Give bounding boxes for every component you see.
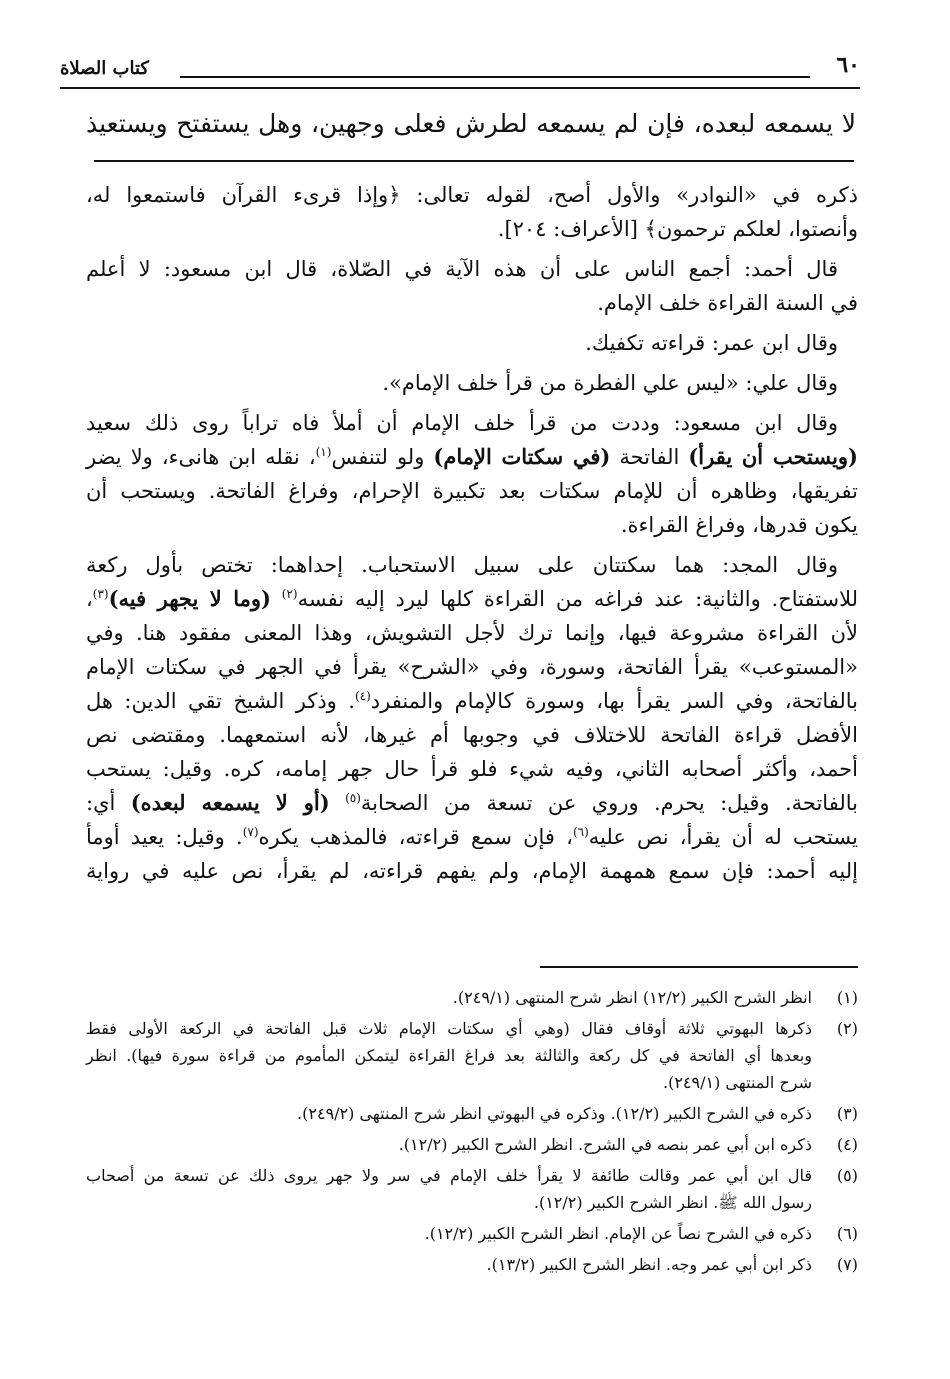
matn-quote: (ويستحب أن يقرأ) (688, 444, 858, 469)
footnote (86, 1220, 858, 1247)
text-line: إليه أحمد: فإن سمع همهمة الإمام، ولم يفهم قراءته، لم يقرأ، نص عليه في رواية (86, 859, 858, 883)
footnote-number: (٤) (836, 1135, 858, 1154)
book-title: كتاب الصلاة (60, 58, 149, 79)
text-line: وقال علي: «ليس علي الفطرة من قرأ خلف الإمام». (382, 371, 838, 395)
text-line (86, 440, 858, 474)
footnote-number: (٥) (836, 1166, 858, 1185)
footnote-number: (٢) (836, 1019, 858, 1038)
text-run (271, 587, 282, 611)
text-run: بالفاتحة. وقيل: يحرم. وروي عن تسعة من الصحابة (360, 791, 858, 815)
footnote-line: ذكر ابن أبي عمر وجه. انظر الشرح الكبير (١٣/٢). (486, 1255, 812, 1274)
footnote-line: ذكره ابن أبي عمر بنصه في الشرح. انظر الشرح الكبير (١٢/٢). (398, 1135, 812, 1154)
paragraph (86, 326, 858, 360)
text-line: وقال ابن مسعود: وددت من قرأ خلف الإمام أن أملأ فاه تراباً روى ذلك سعيد (86, 411, 838, 435)
footnote-ref[interactable]: (٦) (572, 825, 589, 839)
matn-quote: (في سكتات الإمام) (433, 444, 611, 469)
matn-text: لا يسمعه لبعده، فإن لم يسمعه لطرش فعلى وجهين، وهل يستفتح ويستعيذ (86, 109, 856, 138)
text-run: . وقيل: يعيد أومأ (86, 825, 243, 849)
text-line: تفريقها، وظاهره أن للإمام سكتات بعد تكبيرة الإحرام، وفراغ الفاتحة. ويستحب أن (86, 479, 858, 503)
paragraph (86, 178, 858, 246)
footnote-line: رسول الله ﷺ. انظر الشرح الكبير (١٢/٢). (533, 1193, 812, 1212)
text-line: لأن القراءة مشروعة فيها، وإنما ترك لأجل التشويش، وهذا المعنى مفقود هنا. وفي (86, 621, 858, 645)
footnote-line: وبعدها أي الفاتحة في كل ركعة والثالثة بعد فراغ القراءة ليتمكن المأموم من قراءة سورة فيها). انظر (86, 1046, 812, 1065)
footnote-line: شرح المنتهى (٢٤٩/١). (662, 1073, 812, 1092)
matn-quote: (أو لا يسمعه لبعده) (130, 790, 330, 815)
text-line: ذكره في «النوادر» والأول أصح، لقوله تعالى: ﴿وإذا قرىء القرآن فاستمعوا له، (86, 183, 858, 207)
text-run: أي: (86, 791, 131, 815)
paragraph (86, 366, 858, 400)
footnote-ref[interactable]: (٣) (92, 587, 109, 601)
footnote-line: قال ابن أبي عمر وقالت طائفة لا يقرأ خلف الإمام في سر ولا جهر يروى ذلك عن تسعة من أصحاب (86, 1166, 812, 1185)
footnote-ref[interactable]: (٤) (354, 689, 371, 703)
text-line: للاستفتاح. والثانية: عند فراغه من القراءة كلها ليرد إليه نفسه$^{(٢)}$ (وما لا يجهر فيه)$^{(٣)}$، (86, 586, 858, 611)
text-line: قال أحمد: أجمع الناس على أن هذه الآية في الصّلاة، قال ابن مسعود: لا أعلم (86, 257, 838, 281)
footnote-number: (٧) (836, 1255, 858, 1274)
text-line: وقال المجد: هما سكتتان على سبيل الاستحباب. إحداهما: تختص بأول ركعة (86, 553, 838, 577)
paragraph (86, 252, 858, 320)
text-line: وقال ابن عمر: قراءته تكفيك. (585, 331, 838, 355)
text-line: أحمد، وأكثر أصحابه الثاني، وفيه شيء فلو قرأ حال جهر إمامه، كره. وقيل: يستحب (86, 757, 858, 781)
page-number: ٦٠ (836, 52, 860, 78)
text-line: وأنصتوا، لعلكم ترحمون﴾ [الأعراف: ٢٠٤]. (497, 217, 858, 241)
footnote (86, 1100, 858, 1127)
text-line (86, 684, 858, 718)
footnote-number: (١) (836, 988, 858, 1007)
text-run: ولو لتنفس (331, 445, 434, 469)
text-run (330, 791, 345, 815)
header-rule (180, 76, 810, 78)
text-line: يكون قدرها، وفراغ القراءة. (620, 513, 858, 537)
footnote (86, 1251, 858, 1278)
footnote (86, 1015, 858, 1096)
footnote-line: ذكرها البهوتي ثلاثة أوقاف فقال (وهي أي سكتات الإمام ثلاث قبل الفاتحة في الركعة الأولى فقط (86, 1019, 812, 1038)
paragraph (86, 406, 858, 542)
footnote-ref[interactable]: (٢) (281, 587, 298, 601)
header-underline (60, 87, 860, 89)
paragraph (86, 548, 858, 888)
footnote-number: (٣) (836, 1104, 858, 1123)
text-line (86, 786, 858, 820)
matn-quote: (وما لا يجهر فيه) (108, 586, 271, 611)
matn-separator (94, 160, 854, 162)
text-line (86, 820, 858, 854)
text-run: ، فإن سمع قراءته، فالمذهب يكره (258, 825, 573, 849)
footnote-line: انظر الشرح الكبير (١٢/٢) انظر شرح المنتهى (٢٤٩/١). (452, 988, 812, 1007)
commentary-body (86, 178, 858, 888)
text-run: الفاتحة (610, 445, 689, 469)
footnote (86, 1162, 858, 1216)
text-run: بالفاتحة، وفي السر يقرأ بها، وسورة كالإمام والمنفرد (370, 689, 858, 713)
footnote-ref[interactable]: (٧) (242, 825, 259, 839)
text-run: يستحب له أن يقرأ، نص عليه (588, 825, 859, 849)
text-line: «المستوعب» يقرأ الفاتحة، وسورة، وفي «الشرح» يقرأ في الجهر في سكتات الإمام (86, 655, 858, 679)
footnote-ref[interactable]: (٥) (345, 791, 361, 805)
footnote-number: (٦) (836, 1224, 858, 1243)
text-line: الأفضل قراءة الفاتحة للاختلاف في وجوبها أم غيرها، لأنه استمعهما. ومقتضى نص (86, 723, 858, 747)
text-run: ، نقله ابن هانىء، ولا يضر (86, 445, 316, 469)
footnote-line: ذكره في الشرح الكبير (١٢/٢). وذكره في البهوتي انظر شرح المنتهى (٢٤٩/٢). (297, 1104, 812, 1123)
footnote (86, 984, 858, 1011)
footnote-line: ذكره في الشرح نصاً عن الإمام. انظر الشرح الكبير (١٢/٢). (424, 1224, 812, 1243)
footnote-ref[interactable]: (١) (315, 445, 332, 459)
text-line: في السنة القراءة خلف الإمام. (597, 291, 858, 315)
text-run: . وذكر الشيخ تقي الدين: هل (86, 689, 355, 713)
text-run: للاستفتاح. والثانية: عند فراغه من القراءة كلها ليرد إليه نفسه (297, 587, 858, 611)
footnote-separator (540, 966, 858, 968)
footnotes (86, 984, 858, 1282)
footnote (86, 1131, 858, 1158)
running-header (60, 52, 860, 86)
